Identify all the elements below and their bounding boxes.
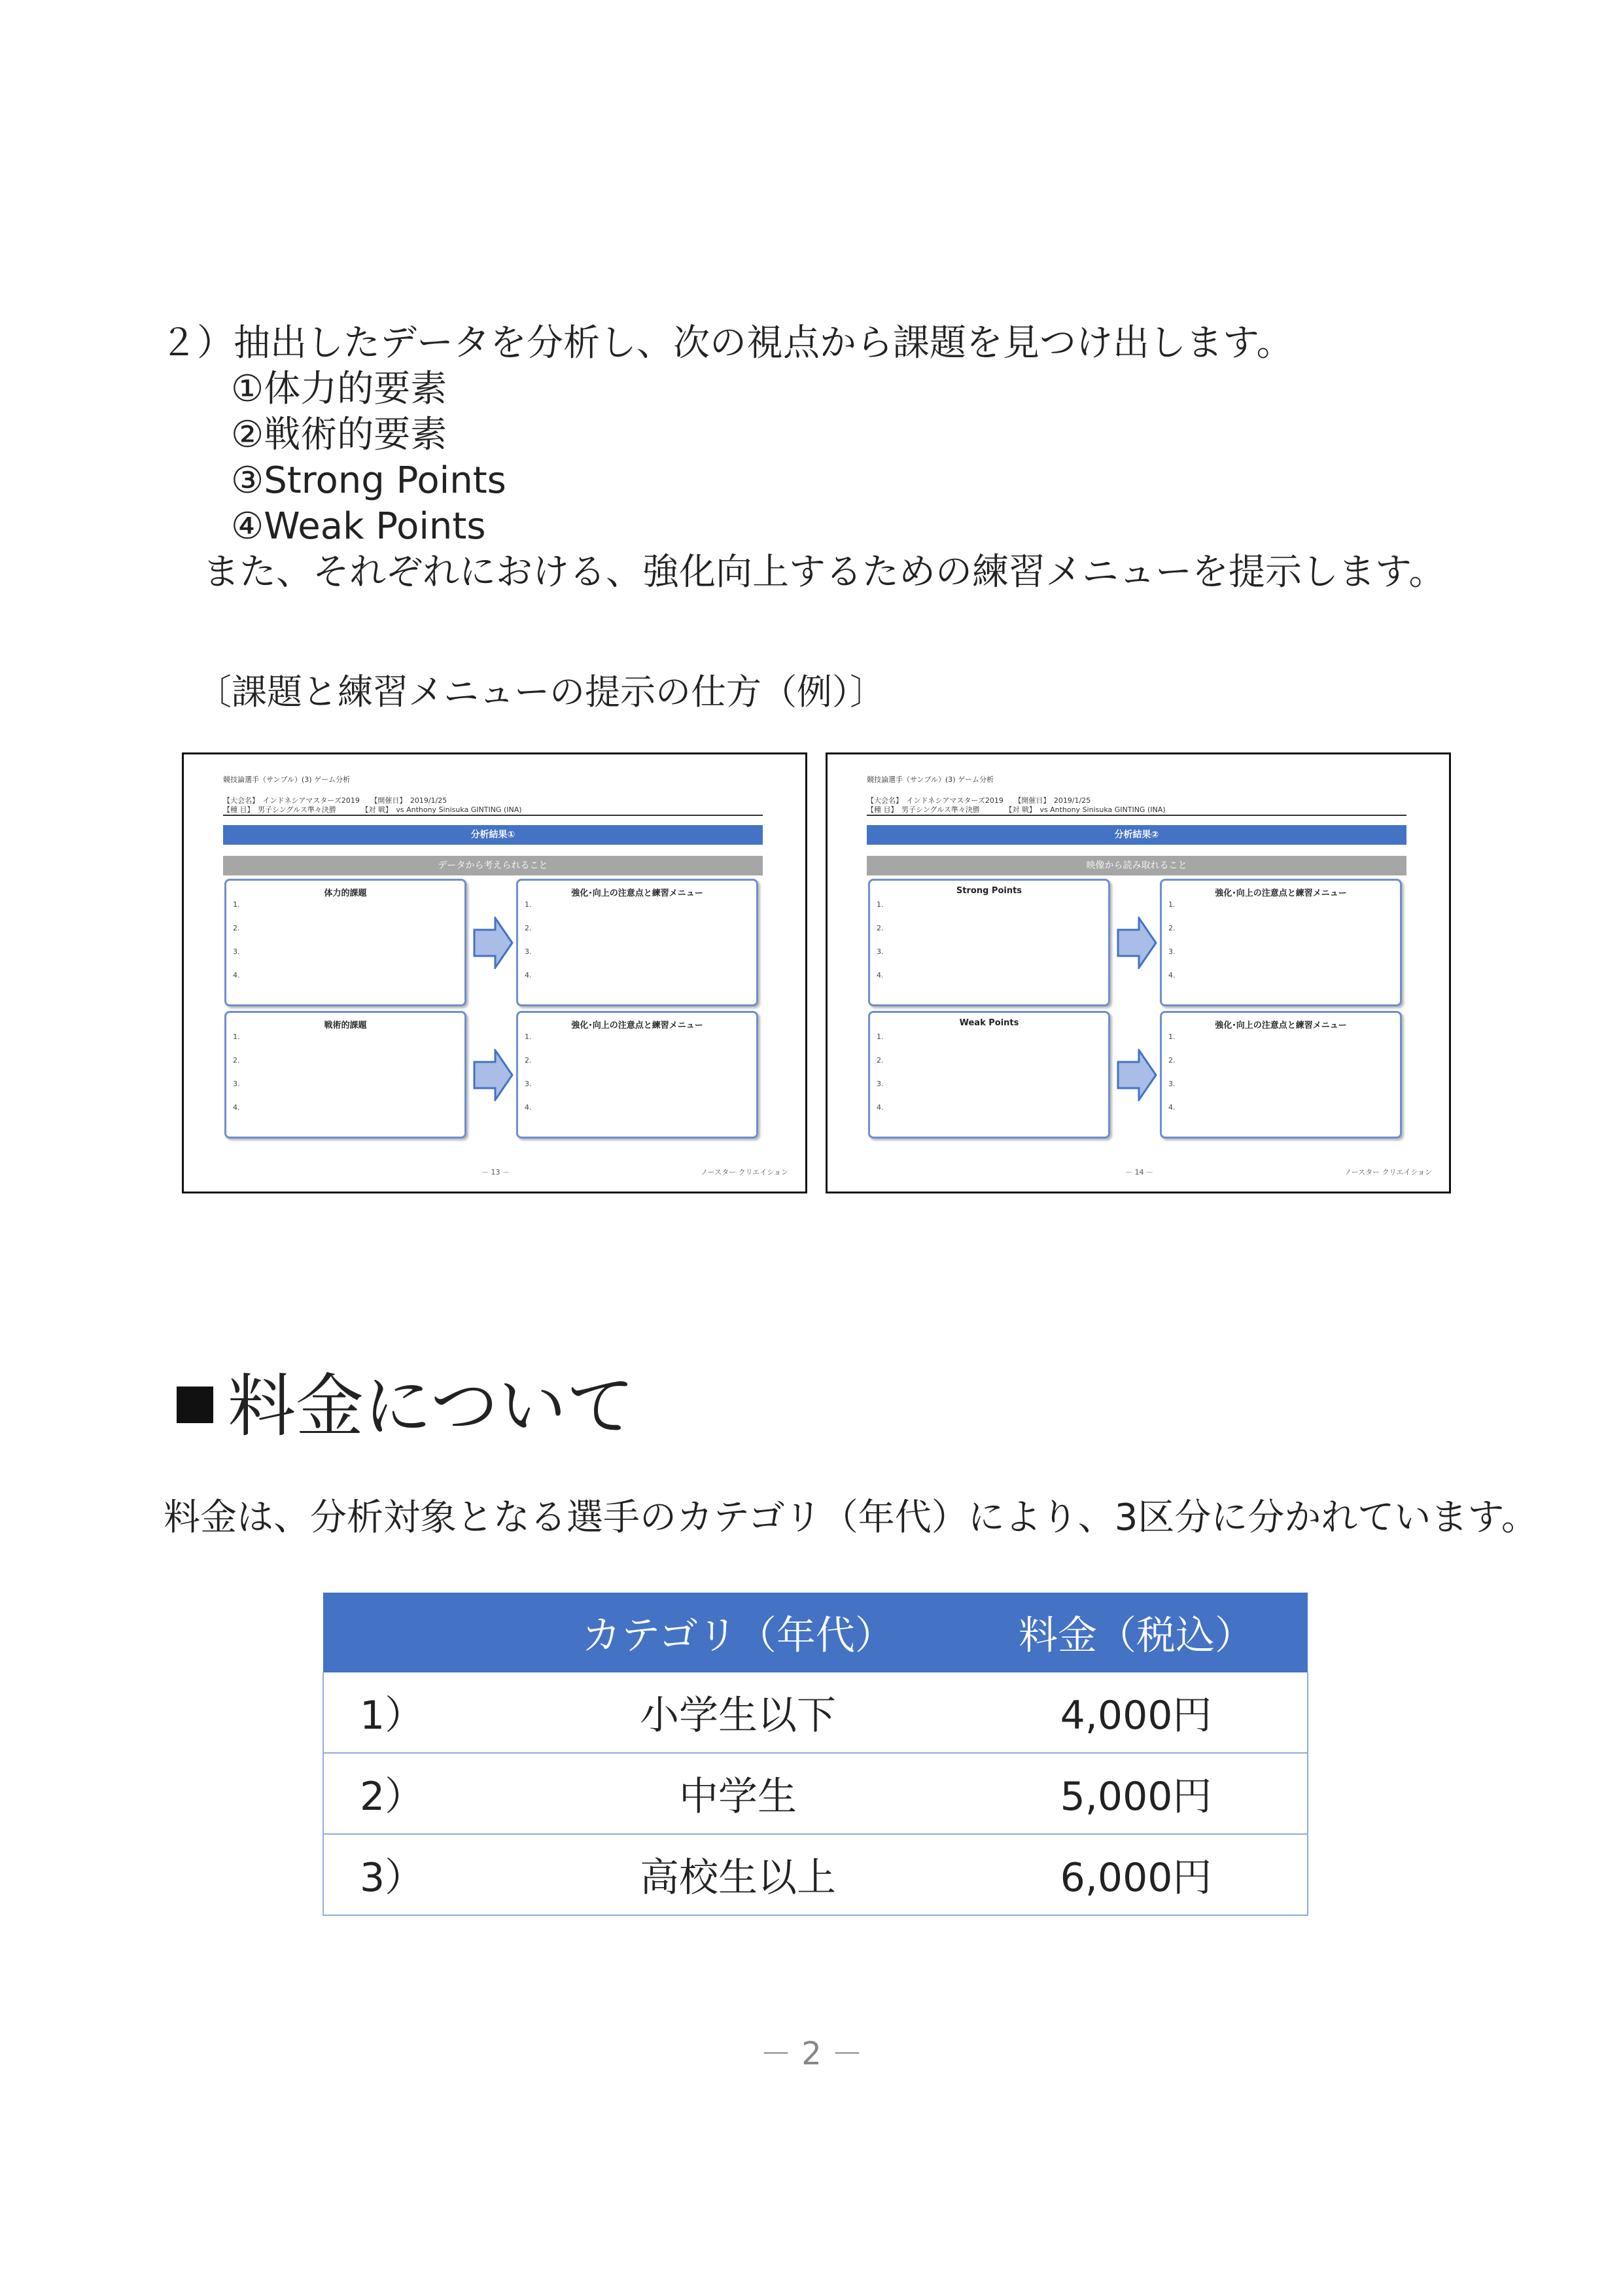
list-item: 3. — [877, 1080, 884, 1088]
right-arrow-icon — [1117, 1049, 1157, 1101]
sub-bar: 映像から読み取れること — [867, 856, 1406, 875]
page-number: － 2 － — [759, 2036, 864, 2072]
box-title: 戦術的課題 — [324, 1021, 367, 1031]
list-item: 3. — [877, 947, 884, 956]
slide-page-number: － 13 － — [481, 1168, 510, 1176]
intro-line-last: また、それぞれにおける、強化向上するための練習メニューを提示します。 — [203, 551, 1446, 593]
list-item: 1. — [877, 1033, 884, 1041]
slide-meta-2: 【種 目】 男子シングルス準々決勝 【対 戦】 vs Anthony Sinisuka GINTING (INA) — [867, 805, 1166, 814]
list-item: 2. — [1168, 924, 1176, 932]
box-title: 体力的課題 — [324, 889, 367, 898]
row-category: 小学生以下 — [511, 1672, 965, 1753]
table-row — [323, 1753, 1308, 1834]
intro-line-1: ２）抽出したデータを分析し、次の視点から課題を見つけ出します。 — [160, 322, 1293, 364]
table-row — [323, 1834, 1308, 1915]
slide-thumbnail-1 — [182, 752, 807, 1193]
slide-rule — [867, 815, 1406, 816]
list-item: 3. — [525, 947, 532, 956]
slide-meta-2: 【種 目】 男子シングルス準々決勝 【対 戦】 vs Anthony Sinisuka GINTING (INA) — [223, 805, 522, 814]
list-item: 3. — [1168, 947, 1176, 956]
row-no: 2） — [323, 1753, 511, 1834]
list-item: 4. — [877, 1103, 884, 1112]
slide-page-number: － 14 － — [1125, 1168, 1153, 1176]
list-item: 1. — [1168, 1033, 1176, 1041]
box-title: 強化･向上の注意点と練習メニュー — [1215, 1021, 1347, 1031]
row-fee: 4,000円 — [965, 1672, 1308, 1753]
intro-item-1: ①体力的要素 — [231, 368, 447, 410]
intro-item-3: ③Strong Points — [231, 459, 506, 502]
menu-box-2 — [516, 1011, 758, 1139]
slide-rule — [223, 815, 763, 816]
slide-footer: ノースター クリエイション — [1344, 1168, 1433, 1176]
pricing-heading-text: 料金について — [228, 1366, 635, 1446]
row-category: 中学生 — [511, 1753, 965, 1834]
list-item: 4. — [525, 1103, 532, 1112]
row-no: 3） — [323, 1834, 511, 1915]
list-item: 4. — [1168, 971, 1176, 980]
weak-points-box — [868, 1011, 1110, 1139]
list-item: 4. — [525, 971, 532, 980]
list-item: 3. — [525, 1080, 532, 1088]
box-title: 強化･向上の注意点と練習メニュー — [571, 1021, 703, 1031]
table-row — [323, 1672, 1308, 1753]
slide-title: 競技論選手（サンプル）(3) ゲーム分析 — [223, 775, 351, 784]
box-title: 強化･向上の注意点と練習メニュー — [1215, 889, 1347, 898]
menu-box-1 — [516, 879, 758, 1006]
row-fee: 6,000円 — [965, 1834, 1308, 1915]
strong-points-box — [868, 879, 1110, 1006]
box-title: Weak Points — [959, 1018, 1019, 1028]
list-item: 2. — [877, 924, 884, 932]
box-title: 強化･向上の注意点と練習メニュー — [571, 889, 703, 898]
pricing-table — [323, 1593, 1308, 1916]
list-item: 1. — [1168, 900, 1176, 909]
list-item: 2. — [233, 924, 240, 932]
header-fee: 料金（税込） — [965, 1593, 1308, 1672]
list-item: 2. — [525, 1056, 532, 1065]
sub-bar: データから考えられること — [223, 856, 763, 875]
example-caption: 〔課題と練習メニューの提示の仕方（例）〕 — [196, 671, 885, 713]
menu-box-2 — [1160, 1011, 1402, 1139]
result-bar: 分析結果② — [867, 825, 1406, 845]
pricing-heading — [177, 1351, 635, 1449]
menu-box-1 — [1160, 879, 1402, 1006]
table-header-row — [323, 1593, 1308, 1672]
header-category: カテゴリ（年代） — [511, 1593, 965, 1672]
intro-text — [160, 321, 1446, 595]
list-item: 1. — [877, 900, 884, 909]
slide-footer: ノースター クリエイション — [701, 1168, 789, 1176]
row-category: 高校生以上 — [511, 1834, 965, 1915]
box-title: Strong Points — [956, 886, 1022, 896]
list-item: 4. — [233, 1103, 240, 1112]
issue-box-1 — [224, 879, 466, 1006]
list-item: 4. — [233, 971, 240, 980]
right-arrow-icon — [1117, 917, 1157, 969]
list-item: 3. — [233, 1080, 240, 1088]
intro-item-2: ②戦術的要素 — [231, 414, 447, 456]
pricing-description: 料金は、分析対象となる選手のカテゴリ（年代）により、3区分に分かれています。 — [164, 1496, 1538, 1539]
row-no: 1） — [323, 1672, 511, 1753]
intro-item-4: ④Weak Points — [231, 505, 486, 548]
header-no — [323, 1593, 511, 1672]
result-bar: 分析結果① — [223, 825, 763, 845]
slide-thumbnail-2 — [826, 752, 1451, 1193]
slide-meta-1: 【大会名】 インドネシアマスターズ2019 【開催日】 2019/1/25 — [223, 796, 447, 805]
slide-title: 競技論選手（サンプル）(3) ゲーム分析 — [867, 775, 994, 784]
list-item: 4. — [877, 971, 884, 980]
list-item: 1. — [233, 1033, 240, 1041]
list-item: 2. — [877, 1056, 884, 1065]
issue-box-2 — [224, 1011, 466, 1139]
square-bullet-icon — [177, 1386, 213, 1423]
list-item: 4. — [1168, 1103, 1176, 1112]
list-item: 1. — [233, 900, 240, 909]
list-item: 1. — [525, 1033, 532, 1041]
right-arrow-icon — [473, 917, 514, 969]
list-item: 2. — [1168, 1056, 1176, 1065]
list-item: 3. — [233, 947, 240, 956]
right-arrow-icon — [473, 1049, 514, 1101]
list-item: 2. — [525, 924, 532, 932]
list-item: 1. — [525, 900, 532, 909]
slide-meta-1: 【大会名】 インドネシアマスターズ2019 【開催日】 2019/1/25 — [867, 796, 1091, 805]
list-item: 2. — [233, 1056, 240, 1065]
list-item: 3. — [1168, 1080, 1176, 1088]
row-fee: 5,000円 — [965, 1753, 1308, 1834]
